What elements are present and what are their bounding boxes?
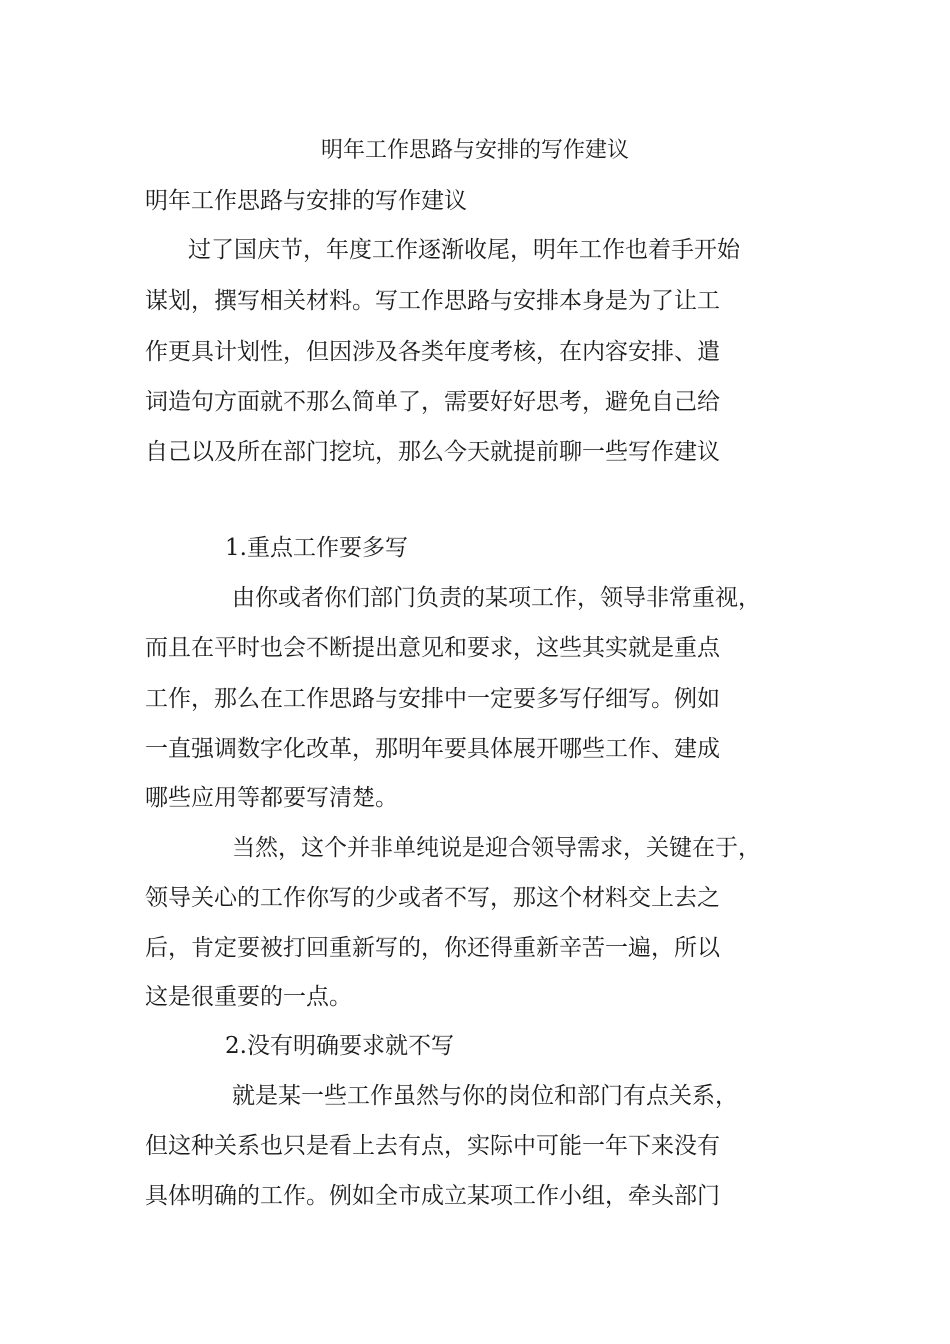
intro-line: 谋划，撰写相关材料。写工作思路与安排本身是为了让工 <box>145 288 720 314</box>
intro-line: 过了国庆节，年度工作逐渐收尾，明年工作也着手开始 <box>188 237 740 263</box>
section1-para2-line: 后，肯定要被打回重新写的，你还得重新辛苦一遍，所以 <box>145 935 720 961</box>
intro-line: 作更具计划性，但因涉及各类年度考核，在内容安排、遣 <box>145 339 720 365</box>
section1-para1-line: 一直强调数字化改革，那明年要具体展开哪些工作、建成 <box>145 736 720 762</box>
section1-para2-line: 这是很重要的一点。 <box>145 984 352 1010</box>
document-title: 明年工作思路与安排的写作建议 <box>320 138 629 163</box>
section2-para1-line: 具体明确的工作。例如全市成立某项工作小组，牵头部门 <box>145 1183 720 1209</box>
section1-para2-line: 当然，这个并非单纯说是迎合领导需求，关键在于， <box>232 835 761 861</box>
section2-heading: 2.没有明确要求就不写 <box>225 1033 454 1059</box>
intro-line: 自己以及所在部门挖坑，那么今天就提前聊一些写作建议 <box>145 439 720 465</box>
section1-para1-line: 由你或者你们部门负责的某项工作，领导非常重视， <box>232 585 761 611</box>
section1-para2-line: 领导关心的工作你写的少或者不写，那这个材料交上去之 <box>145 885 720 911</box>
section1-para1-line: 哪些应用等都要写清楚。 <box>145 785 398 811</box>
document-subtitle: 明年工作思路与安排的写作建议 <box>145 188 467 214</box>
section1-heading: 1.重点工作要多写 <box>225 535 408 561</box>
section2-para1-line: 但这种关系也只是看上去有点，实际中可能一年下来没有 <box>145 1133 720 1159</box>
section1-para1-line: 而且在平时也会不断提出意见和要求，这些其实就是重点 <box>145 635 720 661</box>
section2-para1-line: 就是某一些工作虽然与你的岗位和部门有点关系， <box>232 1083 738 1109</box>
intro-line: 词造句方面就不那么简单了，需要好好思考，避免自己给 <box>145 389 720 415</box>
section1-para1-line: 工作，那么在工作思路与安排中一定要多写仔细写。例如 <box>145 686 720 712</box>
